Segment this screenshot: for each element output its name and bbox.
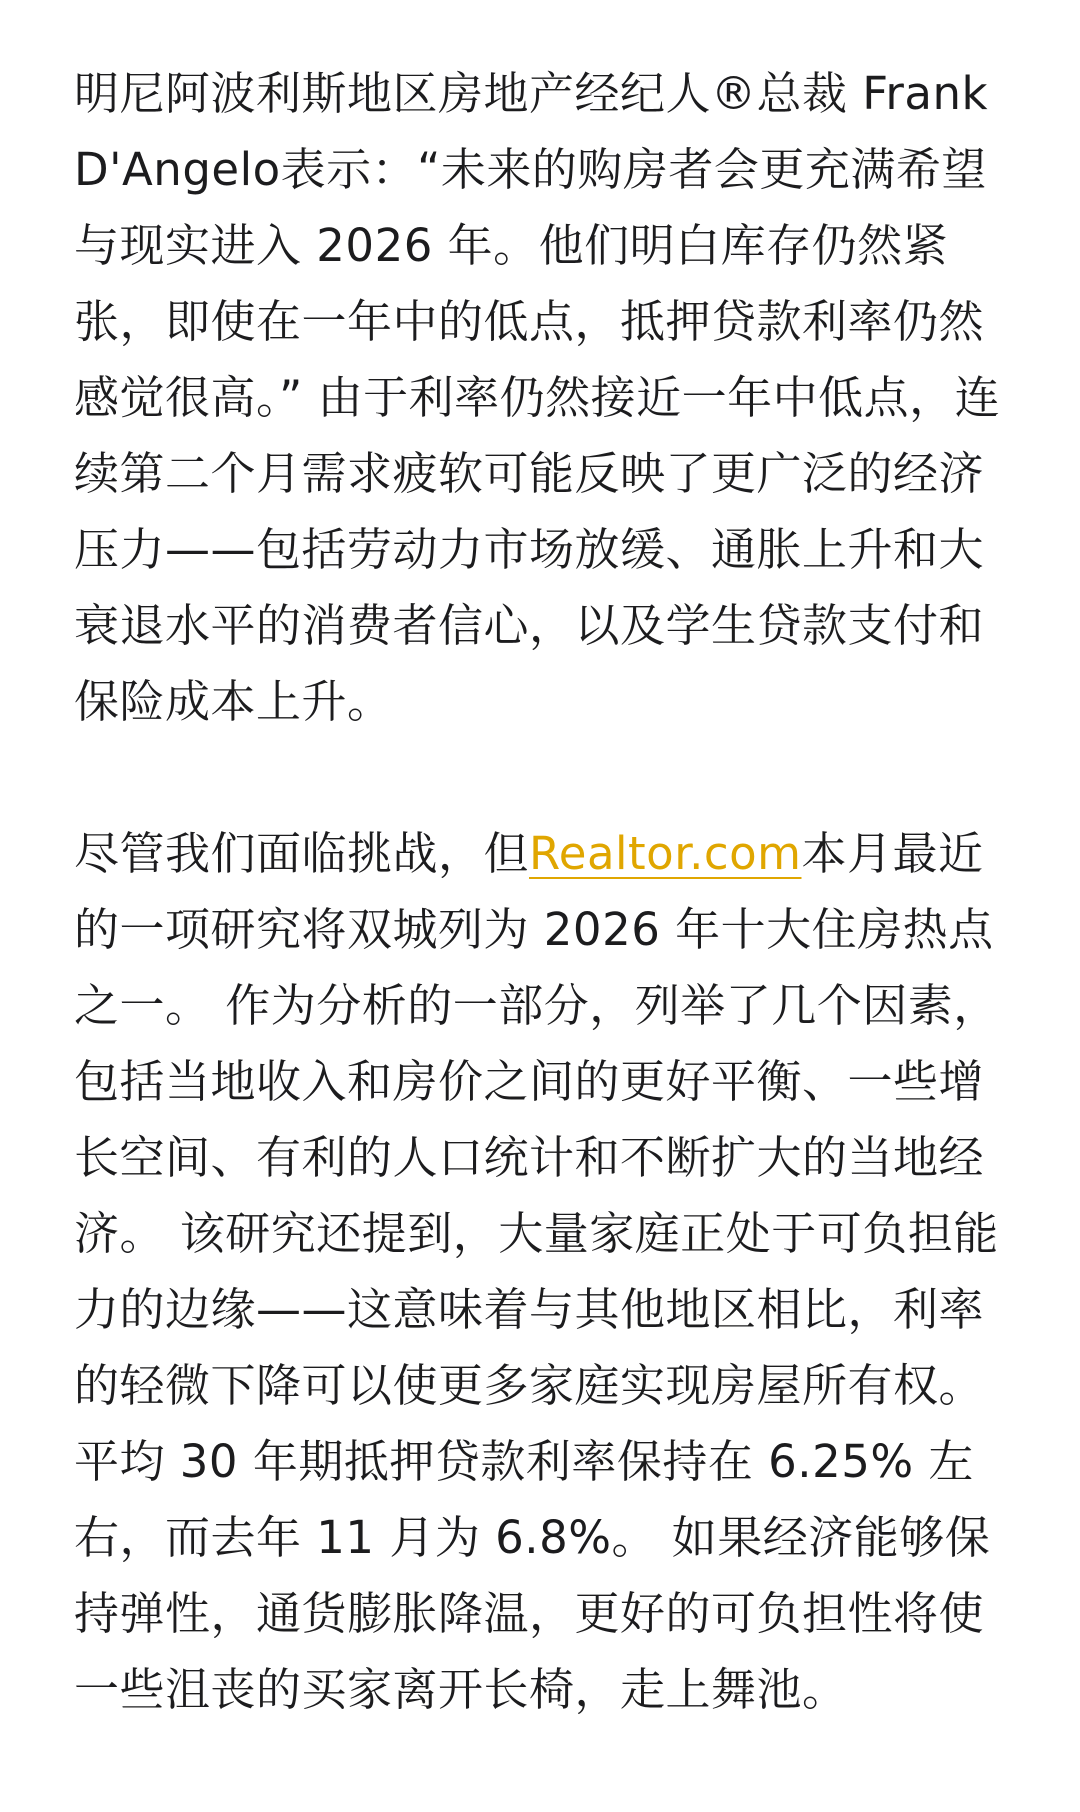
paragraph-2-body-text: 本月最近的一项研究将双城列为 2026 年十大住房热点之一。 作为分析的一部分，列举了几个因素，包括当地收入和房价之间的更好平衡、一些增长空间、有利的人口统计和不断扩大的当地经济。 该研究还提到，大量家庭正处于可负担能力的边缘——这意味着与其他地区相比，利率的轻微下降可以使更多家庭实现房屋所有权。 平均 30 年期抵押贷款利率保持在 6.25% 左右，而去年 11 月为 6.8%。 如果经济能够保持弹性，通货膨胀降温，更好的可负担性将使一些沮丧的买家离开长椅，走上舞池。: [74, 827, 999, 1716]
paragraph-hotspot-study: [74, 816, 1008, 1728]
paragraph-2-lead-text: 尽管我们面临挑战，但: [74, 827, 530, 880]
realtor-com-link[interactable]: Realtor.com: [529, 827, 802, 880]
paragraph-market-commentary: 明尼阿波利斯地区房地产经纪人®总裁 Frank D'Angelo表示：“未来的购房者会更充满希望与现实进入 2026 年。他们明白库存仍然紧张，即使在一年中的低点，抵押贷款利率仍然感觉很高。” 由于利率仍然接近一年中低点，连续第二个月需求疲软可能反映了更广泛的经济压力——包括劳动力市场放缓、通胀上升和大衰退水平的消费者信心，以及学生贷款支付和保险成本上升。: [74, 67, 1001, 728]
